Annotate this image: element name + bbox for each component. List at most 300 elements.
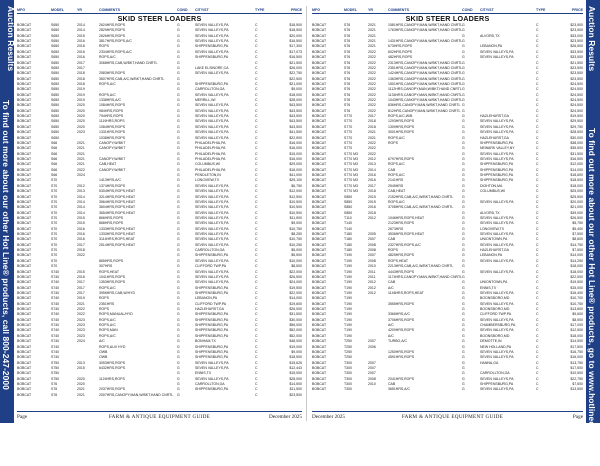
cell-city: SEVEN VALLEYS,PA xyxy=(195,33,229,38)
cell-city: SEVEN VALLEYS,PA xyxy=(480,49,514,54)
cell-mfg: BOBCAT xyxy=(17,312,32,317)
cell-city: SEVEN VALLEYS,PA xyxy=(480,328,514,333)
cell-type: C xyxy=(255,33,258,38)
cell-price: $52,000 xyxy=(289,328,302,333)
cell-year: 2022 xyxy=(368,140,376,145)
cell-model: S66 xyxy=(51,162,58,167)
cell-model: S76 xyxy=(51,392,58,397)
cell-mfg: BOBCAT xyxy=(17,376,32,381)
cell-type: C xyxy=(255,264,258,269)
cell-comments: ROPS,A/C xyxy=(99,81,116,86)
cell-year: 2014 xyxy=(77,205,85,210)
cell-price: $5,500 xyxy=(291,253,302,258)
cell-mfg: BOBCAT xyxy=(17,328,32,333)
cell-city: HANNA,GA xyxy=(480,360,499,365)
cell-price: $22,500 xyxy=(570,274,583,279)
cell-mfg: BOBCAT xyxy=(17,290,32,295)
cell-year: 2024 xyxy=(77,339,85,344)
cell-price: $17,073 xyxy=(289,49,302,54)
cell-comments: 6432HRS,ROPS xyxy=(99,366,126,370)
cell-mfg: BOBCAT xyxy=(312,199,327,204)
cell-price: $12,000 xyxy=(570,162,583,167)
cell-model: T250 xyxy=(344,344,352,349)
cell-condition: G xyxy=(177,226,180,231)
cell-city: SEVEN VALLEYS,PA xyxy=(480,119,514,124)
cell-model: S76 xyxy=(51,382,58,387)
cell-condition: G xyxy=(177,387,180,392)
cell-type: C xyxy=(536,253,539,258)
cell-city: SHIPPENSBURG,PA xyxy=(195,387,229,392)
cell-comments: ROPS xyxy=(99,296,109,301)
cell-price: $22,750 xyxy=(570,376,583,381)
cell-type: C xyxy=(536,183,539,188)
cell-comments: 1374HRS,ROPS xyxy=(99,183,126,188)
cell-model: T250 xyxy=(344,349,352,354)
cell-condition: G xyxy=(462,151,465,156)
cell-model: S650 xyxy=(51,87,60,92)
cell-city: MERRILL,WI xyxy=(195,98,216,103)
cell-city: HAZLEHURST,GA xyxy=(195,307,224,312)
cell-city: SEVEN VALLEYS,PA xyxy=(195,232,229,237)
cell-type: C xyxy=(255,162,258,167)
cell-model: T300 xyxy=(344,387,352,392)
cell-model: S70 xyxy=(51,232,58,237)
right-page xyxy=(312,6,583,410)
cell-city: SHIPPENSBURG,PA xyxy=(195,344,229,349)
cell-model: S740 xyxy=(51,339,60,344)
cell-price: $12,443 xyxy=(289,366,302,370)
cell-type: C xyxy=(255,210,258,215)
cell-condition: G xyxy=(177,280,180,285)
cell-condition: G xyxy=(177,33,180,38)
cell-year: 2015 xyxy=(77,366,85,370)
cell-comments: 2334HRS,ROPS,A/C xyxy=(99,49,132,54)
cell-model: S76 xyxy=(344,71,351,76)
right-footer-page: Page xyxy=(572,413,583,420)
cell-price: $8,500 xyxy=(572,317,583,322)
cell-model: T190 xyxy=(344,296,352,301)
cell-condition: G xyxy=(462,28,465,33)
cell-condition: G xyxy=(462,317,465,322)
cell-condition: G xyxy=(462,307,465,312)
cell-comments: 3366HRS,A/C xyxy=(388,312,410,317)
cell-year: 2013 xyxy=(368,162,376,167)
cell-year: 2007 xyxy=(368,371,376,376)
cell-mfg: BOBCAT xyxy=(312,232,327,237)
cell-year: 2020 xyxy=(77,376,85,381)
cell-type: C xyxy=(536,371,539,376)
cell-model: T190 xyxy=(344,269,352,274)
cell-year: 2017 xyxy=(368,183,376,188)
cell-price: $43,500 xyxy=(289,124,302,129)
cell-type: C xyxy=(255,178,258,183)
cell-model: T300 xyxy=(344,371,352,376)
cell-model: S650 xyxy=(51,71,60,76)
cell-condition: G xyxy=(177,108,180,113)
cell-price: $24,500 xyxy=(570,81,583,86)
cell-year: 2014 xyxy=(77,199,85,204)
cell-city: SEVEN VALLEYS,PA xyxy=(480,242,514,247)
cell-comments: 865HRS,ROPS xyxy=(99,258,124,263)
cell-condition: G xyxy=(462,146,465,151)
cell-city: SEVEN VALLEYS,PA xyxy=(195,92,229,97)
cell-city: SEVEN VALLEYS,PA xyxy=(195,49,229,54)
cell-year: 2014 xyxy=(77,194,85,199)
right-listing-table xyxy=(312,23,583,393)
cell-condition: G xyxy=(462,366,465,370)
cell-model: T190 xyxy=(344,307,352,312)
cell-type: C xyxy=(536,162,539,167)
cell-comments: CAB xyxy=(388,280,396,285)
cell-year: 2018 xyxy=(77,248,85,253)
cell-model: T180 xyxy=(344,232,352,237)
cell-price: $13,500 xyxy=(570,387,583,392)
cell-type: C xyxy=(536,344,539,349)
cell-mfg: BOBCAT xyxy=(17,371,32,376)
cell-price: $31,500 xyxy=(289,312,302,317)
cell-comments: 3654HRS,ROPS,HEAT xyxy=(99,210,136,215)
cell-price: $17,500 xyxy=(570,344,583,349)
cell-model: T190 xyxy=(344,264,352,269)
cell-comments: 2152HRS,CAB,A/C,W/BKT,HAND CNRTL xyxy=(388,194,454,199)
cell-mfg: BOBCAT xyxy=(17,301,32,306)
cell-year: 2021 xyxy=(368,44,376,49)
cell-condition: G xyxy=(462,296,465,301)
cell-mfg: BOBCAT xyxy=(312,221,327,226)
cell-mfg: BOBCAT xyxy=(17,237,32,242)
cell-comments: 2141HRS xyxy=(388,178,404,183)
cell-comments: A/C xyxy=(388,323,394,328)
cell-condition: G xyxy=(462,130,465,135)
cell-condition: G xyxy=(177,290,180,295)
cell-mfg: BOBCAT xyxy=(312,39,327,44)
cell-type: C xyxy=(536,366,539,370)
cell-type: C xyxy=(536,355,539,360)
cell-condition: G xyxy=(462,162,465,167)
cell-city: CARROLLTON,GA xyxy=(195,248,225,253)
cell-condition: G xyxy=(462,194,465,199)
cell-year: 2022 xyxy=(368,108,376,113)
cell-city: SHIPPENSBURG,PA xyxy=(480,178,514,183)
cell-condition: G xyxy=(177,28,180,33)
cell-price: $7,500 xyxy=(572,382,583,387)
cell-mfg: BOBCAT xyxy=(312,28,327,33)
header-mfg: MFG xyxy=(17,7,25,12)
cell-condition: G xyxy=(177,301,180,306)
cell-price: $18,500 xyxy=(289,28,302,33)
cell-mfg: BOBCAT xyxy=(17,87,32,92)
cell-mfg: BOBCAT xyxy=(17,307,32,312)
left-strip-title: Auction Results xyxy=(6,6,16,72)
cell-model: T190 xyxy=(344,285,352,290)
cell-comments: 1124HRS,ROPS xyxy=(99,376,125,381)
cell-model: S740 xyxy=(51,307,60,312)
cell-type: C xyxy=(255,344,258,349)
cell-mfg: BOBCAT xyxy=(17,130,32,135)
cell-condition: G xyxy=(462,264,465,269)
cell-mfg: BOBCAT xyxy=(17,151,32,156)
cell-type: C xyxy=(255,146,258,151)
header-mfg: MFG xyxy=(312,7,320,12)
cell-comments: 3651HRS,A/C xyxy=(388,387,410,392)
cell-price: $19,500 xyxy=(289,285,302,290)
cell-comments: ROPS xyxy=(99,307,109,312)
cell-type: C xyxy=(255,296,258,301)
cell-year: 2022 xyxy=(77,253,85,258)
cell-price: $18,600 xyxy=(570,173,583,178)
cell-mfg: BOBCAT xyxy=(17,189,32,194)
cell-city: SHIPPENSBURG,PA xyxy=(195,253,229,258)
cell-mfg: BOBCAT xyxy=(312,210,327,215)
cell-comments: 4200HRS,ROPS xyxy=(388,328,415,333)
cell-city: BONHAM,TX xyxy=(195,339,216,344)
cell-price: $8,500 xyxy=(291,264,302,269)
cell-city: SEVEN VALLEYS,PA xyxy=(195,189,229,194)
cell-mfg: BOBCAT xyxy=(312,76,327,81)
cell-type: C xyxy=(255,253,258,258)
cell-year: 2007 xyxy=(368,253,376,258)
cell-city: LEBANON,PA xyxy=(195,296,218,301)
cell-model: S750 xyxy=(51,360,60,365)
cell-condition: G xyxy=(177,382,180,387)
cell-price: $26,500 xyxy=(570,44,583,49)
cell-mfg: BOBCAT xyxy=(312,108,327,113)
cell-model: S650 xyxy=(51,108,60,113)
cell-mfg: BOBCAT xyxy=(17,215,32,220)
cell-price: $21,000 xyxy=(289,81,302,86)
cell-price: $11,500 xyxy=(289,387,302,392)
cell-comments: 1041HRS,ROPS xyxy=(99,274,126,279)
cell-comments: 2626HRS,ROPS xyxy=(99,33,126,38)
cell-model: S76 xyxy=(344,60,351,65)
cell-price: $18,000 xyxy=(289,92,302,97)
cell-mfg: BOBCAT xyxy=(312,296,327,301)
cell-year: 2022 xyxy=(368,98,376,103)
cell-comments: 307HRS xyxy=(99,264,113,269)
cell-type: C xyxy=(255,23,258,27)
cell-model: S70 xyxy=(51,248,58,253)
cell-mfg: BOBCAT xyxy=(312,371,327,376)
cell-price: $16,400 xyxy=(570,290,583,295)
cell-condition: G xyxy=(462,339,465,344)
cell-model: T140 xyxy=(344,221,352,226)
cell-model: S70 xyxy=(51,178,58,183)
cell-type: C xyxy=(536,290,539,295)
cell-year: 2018 xyxy=(368,210,376,215)
cell-model: S770 xyxy=(344,124,353,129)
cell-type: C xyxy=(536,296,539,301)
cell-price: $17,300 xyxy=(289,44,302,49)
cell-year: 2023 xyxy=(77,323,85,328)
cell-comments: 1424HRS,CANOPY,MAN,W/BKT,HAND CNRTL xyxy=(388,71,463,76)
cell-condition: G xyxy=(462,124,465,129)
cell-comments: 3214HRS,ROPS,HEAT xyxy=(99,194,136,199)
cell-condition: G xyxy=(177,232,180,237)
cell-model: S770 M3 xyxy=(344,156,359,161)
cell-comments: 1333HRS,ROPS,HEAT xyxy=(99,232,136,237)
cell-comments: 1763HRS,CANOPY,MAN,W/BKT,HAND CNRTL xyxy=(388,28,463,33)
cell-type: C xyxy=(536,301,539,306)
cell-city: UNIONTOWN,PA xyxy=(480,237,508,242)
cell-condition: G xyxy=(462,119,465,124)
cell-type: C xyxy=(255,39,258,44)
cell-condition: G xyxy=(462,55,465,60)
cell-city: LEBANON,PA xyxy=(480,44,503,49)
cell-city: SEVEN VALLEYS,PA xyxy=(195,183,229,188)
cell-price: $5,400 xyxy=(572,226,583,231)
cell-year: 2016 xyxy=(77,55,85,60)
cell-type: C xyxy=(536,221,539,226)
cell-type: C xyxy=(536,87,539,92)
cell-type: C xyxy=(536,178,539,183)
cell-type: C xyxy=(255,301,258,306)
cell-model: S650 xyxy=(51,124,60,129)
cell-model: S70 xyxy=(51,215,58,220)
cell-model: S740 xyxy=(51,317,60,322)
cell-city: SEVEN VALLEYS,PA xyxy=(195,215,229,220)
cell-price: $23,500 xyxy=(570,65,583,70)
cell-price: $29,500 xyxy=(570,119,583,124)
cell-city: CARROLLTON,GA xyxy=(480,371,510,376)
cell-mfg: BOBCAT xyxy=(17,205,32,210)
cell-year: 2015 xyxy=(77,33,85,38)
cell-comments: 482HRS,ROPS xyxy=(388,55,413,60)
cell-comments: ROPS,A/C,W/B xyxy=(388,114,413,119)
cell-mfg: BOBCAT xyxy=(312,237,327,242)
cell-price: $10,750 xyxy=(289,226,302,231)
cell-year: 2008 xyxy=(368,242,376,247)
cell-city: SEVEN VALLEYS,PA xyxy=(195,376,229,381)
cell-mfg: BOBCAT xyxy=(17,65,32,70)
cell-comments: 3053HRS,ROPS xyxy=(99,360,126,365)
cell-price: $43,500 xyxy=(289,114,302,119)
cell-mfg: BOBCAT xyxy=(17,232,32,237)
cell-year: 2016 xyxy=(77,274,85,279)
cell-comments: CAB xyxy=(388,167,396,172)
cell-type: C xyxy=(255,215,258,220)
cell-condition: G xyxy=(462,382,465,387)
cell-model: T190 xyxy=(344,258,352,263)
cell-model: S650 xyxy=(51,60,60,65)
cell-city: LAKE ELSINORE,CA xyxy=(195,65,229,70)
cell-model: T300 xyxy=(344,376,352,381)
cell-mfg: BOBCAT xyxy=(312,312,327,317)
cell-condition: G xyxy=(462,23,465,27)
cell-model: T190 xyxy=(344,253,352,258)
cell-mfg: BOBCAT xyxy=(312,156,327,161)
cell-model: S770 xyxy=(344,135,353,140)
cell-condition: G xyxy=(177,189,180,194)
cell-comments: 1046HRS,ROPS,HEAT xyxy=(388,215,425,220)
cell-mfg: BOBCAT xyxy=(312,119,327,124)
right-column-header xyxy=(312,6,583,14)
cell-model: S740 xyxy=(51,355,60,360)
cell-mfg: BOBCAT xyxy=(312,178,327,183)
cell-comments: 1293HRS,ROPS xyxy=(388,119,415,124)
cell-model: S740 xyxy=(51,269,60,274)
cell-mfg: BOBCAT xyxy=(17,81,32,86)
cell-condition: G xyxy=(177,146,180,151)
cell-price: $14,000 xyxy=(570,253,583,258)
cell-comments: 812HRS,CANOPY,MAN,W/BKT,HAND CNRTL xyxy=(388,108,461,113)
cell-comments: CANOPY,W/BKT xyxy=(99,156,126,161)
cell-comments: 6797HRS,ROPS xyxy=(388,156,415,161)
cell-mfg: BOBCAT xyxy=(312,290,327,295)
cell-type: C xyxy=(536,194,539,199)
cell-comments: ROPS,A/C xyxy=(99,323,116,328)
cell-model: S770 M3 xyxy=(344,173,359,178)
cell-condition: G xyxy=(177,328,180,333)
cell-price: $16,750 xyxy=(570,349,583,354)
cell-comments: ROPS,MANUAL/HYD xyxy=(99,312,133,317)
cell-mfg: BOBCAT xyxy=(17,274,32,279)
cell-city: SEVEN VALLEYS,PA xyxy=(195,108,229,113)
cell-price: $16,000 xyxy=(570,355,583,360)
cell-mfg: BOBCAT xyxy=(17,317,32,322)
cell-price: $23,500 xyxy=(570,23,583,27)
cell-price: $38,000 xyxy=(570,140,583,145)
cell-type: C xyxy=(255,269,258,274)
cell-comments: 1413HRS,A/C xyxy=(99,178,121,183)
cell-mfg: BOBCAT xyxy=(17,178,32,183)
cell-model: S650 xyxy=(51,119,60,124)
cell-model: S76 xyxy=(51,387,58,392)
cell-comments: 2829HRS,ROPS xyxy=(99,28,126,33)
cell-model: S770 M3 xyxy=(344,183,359,188)
cell-mfg: BOBCAT xyxy=(312,146,327,151)
cell-mfg: BOBCAT xyxy=(312,333,327,338)
cell-price: $28,000 xyxy=(289,376,302,381)
cell-city: SEVEN VALLEYS,PA xyxy=(480,55,514,60)
cell-comments: 1250HRS,ROPS xyxy=(388,349,415,354)
cell-condition: G xyxy=(462,87,465,92)
cell-comments: ROPS xyxy=(388,140,398,145)
cell-year: 2015 xyxy=(77,269,85,274)
cell-comments: 984HRS,ROPS xyxy=(99,108,124,113)
cell-condition: G xyxy=(177,274,180,279)
cell-model: T250 xyxy=(344,355,352,360)
cell-year: 2013 xyxy=(77,189,85,194)
cell-price: $35,500 xyxy=(570,146,583,151)
cell-mfg: BOBCAT xyxy=(17,248,32,253)
cell-mfg: BOBCAT xyxy=(17,366,32,370)
cell-city: SHIPPENSBURG,PA xyxy=(480,140,514,145)
cell-condition: G xyxy=(177,135,180,140)
cell-model: S66 xyxy=(51,167,58,172)
cell-model: T180 xyxy=(344,242,352,247)
cell-mfg: BOBCAT xyxy=(17,44,32,49)
cell-condition: G xyxy=(462,355,465,360)
cell-comments: 4443HRS,ROPS xyxy=(388,269,415,274)
cell-mfg: BOBCAT xyxy=(312,23,327,27)
cell-comments: 2624HRS,ROPS xyxy=(99,23,126,27)
cell-mfg: BOBCAT xyxy=(17,258,32,263)
cell-price: $14,500 xyxy=(289,382,302,387)
left-strip-message: To find out more about our other Hot Line® products, call 800-247-2000 xyxy=(1,100,11,390)
cell-city: UNIONTOWN,PA xyxy=(480,280,508,285)
cell-price: $24,500 xyxy=(570,108,583,113)
cell-price: $22,750 xyxy=(289,71,302,76)
cell-city xyxy=(195,393,255,398)
cell-model: T190 xyxy=(344,301,352,306)
cell-city: NEWARK VALLEY,NY xyxy=(480,146,515,151)
cell-model: S70 xyxy=(51,199,58,204)
cell-condition: G xyxy=(462,98,465,103)
cell-city: SEVEN VALLEYS,PA xyxy=(195,274,229,279)
cell-price: $16,000 xyxy=(289,167,302,172)
cell-price: $30,000 xyxy=(289,317,302,322)
cell-price: $18,000 xyxy=(570,264,583,269)
